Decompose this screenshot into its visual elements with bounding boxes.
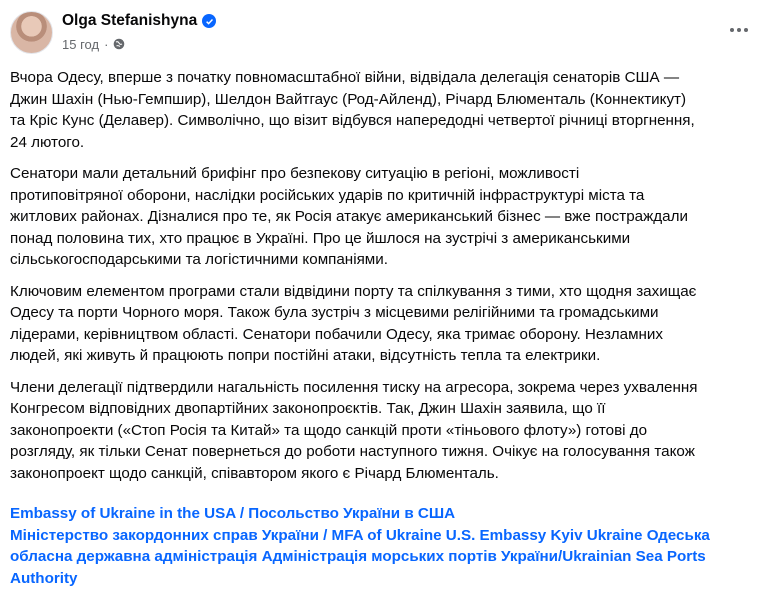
more-horizontal-icon (730, 28, 734, 32)
text-line: житлових районах. Дізналися про те, як Росія атакує американський бізнес — вже постраждали (10, 208, 688, 225)
text-line: понад половина тих, хто працює в Україні. Про це йшлося на зустрічі з американськими (10, 229, 631, 247)
text-line: Ключовим елементом програми стали відвідини порту та спілкування з тими, хто щодня захищає (10, 282, 697, 300)
tag-line (10, 503, 766, 525)
tagged-pages (10, 503, 766, 589)
tag-link-sea-ports-part1[interactable]: Адміністрація морських портів України/Ukrainian Sea Ports (261, 548, 706, 565)
text-line: Вчора Одесу, вперше з початку повномасштабної війни, відвідала делегація сенаторів США — (10, 69, 680, 86)
text-line: Джин Шахін (Нью-Гемпшир), Шелдон Вайтгаус (Род-Айленд), Річард Блюменталь (Коннектикут) (10, 90, 687, 108)
verified-badge-icon (202, 14, 216, 28)
paragraph (10, 67, 766, 153)
text-line: Конгресом відповідних двопартійних законопроєктів. Так, Джин Шахін заявила, що її (10, 400, 606, 417)
post-body (10, 67, 766, 494)
tag-link-sea-ports-part2[interactable]: Authority (10, 569, 78, 587)
tag-link-embassy-usa[interactable]: Embassy of Ukraine in the USA / Посольство України в США (10, 505, 456, 522)
text-line: протиповітряної оборони, наслідки російських ударів по критичній інфраструктурі міста та (10, 186, 645, 204)
tag-line (10, 525, 766, 547)
paragraph (10, 281, 766, 367)
text-line: людей, які живуть й працюють попри постійні атаки, відсутність тепла та електрики. (10, 347, 601, 364)
tag-line (10, 568, 766, 590)
more-options-button[interactable] (724, 15, 754, 45)
text-line: Члени делегації підтвердили нагальність посилення тиску на агресора, зокрема через ухвалення (10, 378, 698, 396)
text-line: лідерами, керівництвом області. Сенатори побачили Одесу, яка тримає оборону. Незламних (10, 325, 663, 343)
tag-link-odesa-oda-part2[interactable]: обласна державна адміністрація (10, 548, 258, 565)
tag-line (10, 546, 766, 568)
text-line: законопроект щодо санкцій, співавтором якого є Річард Блюменталь. (10, 464, 499, 482)
tag-link-mfa-ukraine[interactable]: Міністерство закордонних справ України / MFA of Ukraine (10, 526, 442, 544)
more-dot (744, 28, 748, 32)
more-dot (737, 28, 741, 32)
text-line: 24 лютого. (10, 133, 85, 151)
text-line: Одесу та порти Чорного моря. Також була зустріч з місцевими релігійними та громадськими (10, 304, 659, 321)
text-line: Сенатори мали детальний брифінг про безпекову ситуацію в регіоні, можливості (10, 165, 580, 182)
author-name[interactable]: Olga Stefanishyna (62, 12, 198, 29)
tag-link-us-embassy-kyiv[interactable]: U.S. Embassy Kyiv Ukraine (445, 526, 643, 544)
post-meta (62, 35, 125, 53)
post-header (0, 0, 766, 60)
text-line: законопроекти («Стоп Росія та Китай» та щодо санкцій проти «тіньового флоту») готові до (10, 421, 648, 439)
text-line: та Кріс Кунс (Делавер). Символічно, що візит відбувся напередодні четвертої річниці вторгнення, (10, 112, 695, 129)
author-avatar[interactable] (10, 11, 53, 54)
paragraph (10, 163, 766, 271)
globe-icon[interactable] (113, 38, 125, 50)
post-timestamp[interactable]: 15 год (62, 36, 100, 52)
tag-link-odesa-oda-part1[interactable]: Одеська (646, 526, 710, 544)
author-row (62, 11, 216, 31)
text-line: сільськогосподарськими та логістичними компаніями. (10, 251, 388, 268)
text-line: розгляду, як тільки Сенат повернеться до роботи наступного тижня. Очікує на голосування також (10, 443, 695, 460)
paragraph (10, 377, 766, 485)
meta-separator: · (104, 36, 109, 52)
